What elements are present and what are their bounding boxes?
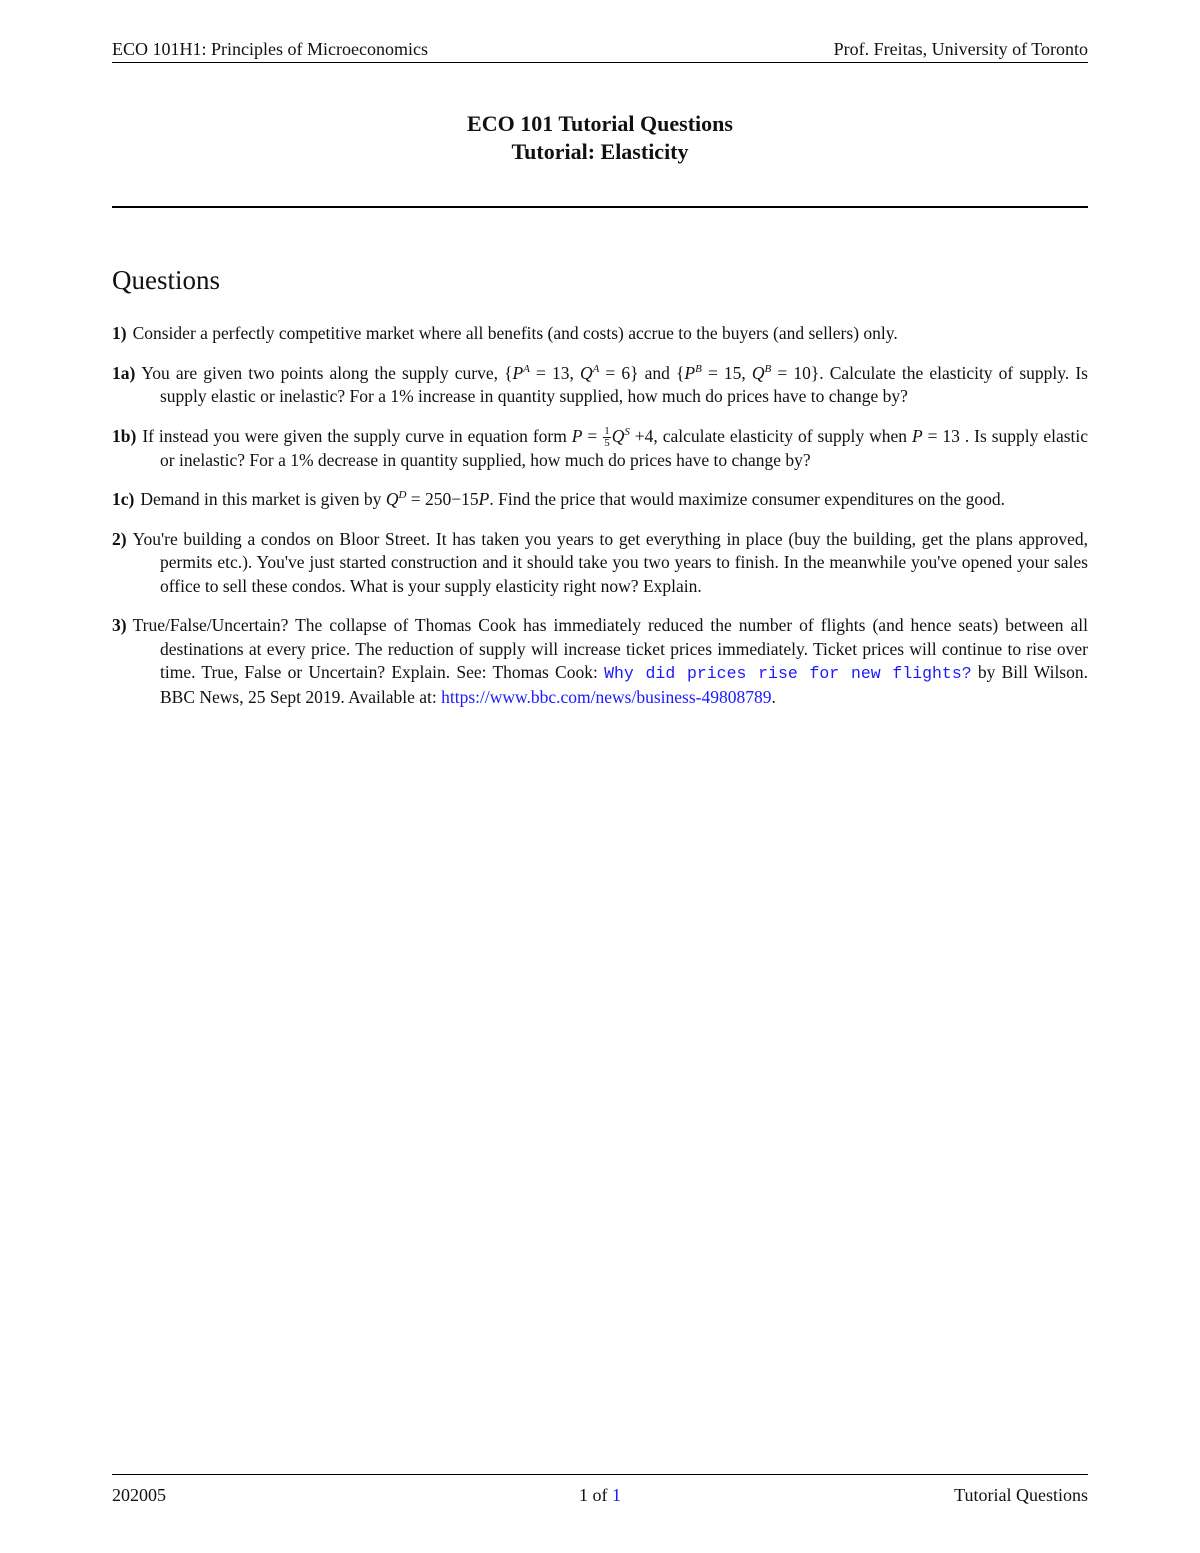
- math-symbol: Q: [611, 425, 625, 446]
- question-text-part: . Find the price that would maximize consumer expenditures on the good.: [489, 489, 1006, 510]
- question-text-part: True/False/Uncertain? The collapse of Thomas Cook has immediately reduced the number of flights (and hence seats) between all destinations at every price. The reduction of supply will increase ticket prices immediately. Ticket prices will continue to rise over time. True, False or Uncertain? Explain. See: Thomas Cook:: [132, 615, 1088, 683]
- running-footer: [112, 1484, 1088, 1506]
- footer-rule: [112, 1474, 1088, 1475]
- footer-date: 202005: [112, 1485, 166, 1505]
- question-text-part: = 6} and {: [599, 362, 685, 383]
- fraction-denominator: 5: [604, 436, 610, 449]
- header-rule: [112, 62, 1088, 63]
- question-1b: [112, 425, 1088, 473]
- article-link[interactable]: Why did prices rise for new flights?: [604, 664, 972, 684]
- header-course: ECO 101H1: Principles of Microeconomics: [112, 39, 428, 59]
- question-text-part: = 15,: [701, 362, 752, 383]
- document-title: ECO 101 Tutorial Questions: [467, 111, 733, 136]
- question-number: 1c): [112, 489, 135, 510]
- page-total-link[interactable]: 1: [612, 1485, 621, 1505]
- question-number: 2): [112, 528, 127, 549]
- article-url-link[interactable]: https://www.bbc.com/news/business-49808789: [441, 686, 772, 707]
- question-number: 3): [112, 615, 127, 636]
- math-symbol: P: [684, 362, 696, 383]
- question-text: You're building a condos on Bloor Street. It has taken you years to get everything in place (buy the building, get the plans approved, permits etc.). You've just started construction and it should take you two years to finish. In the meanwhile you've opened your sales office to sell these condos. What is your supply elasticity right now? Explain.: [132, 528, 1088, 596]
- fraction-numerator: 1: [604, 424, 610, 437]
- question-2: [112, 528, 1088, 599]
- header-instructor: Prof. Freitas, University of Toronto: [833, 39, 1088, 59]
- math-superscript: S: [624, 425, 630, 438]
- math-symbol: P: [911, 425, 923, 446]
- question-text-part: = 250−15: [406, 489, 479, 510]
- document-subtitle: Tutorial: Elasticity: [511, 139, 689, 164]
- title-block: [112, 110, 1088, 166]
- title-rule: [112, 206, 1088, 208]
- question-text-part: = 13,: [529, 362, 580, 383]
- math-superscript: A: [523, 362, 530, 375]
- math-symbol: Q: [579, 362, 593, 383]
- math-symbol: P: [512, 362, 524, 383]
- math-symbol: P: [571, 425, 583, 446]
- question-number: 1a): [112, 362, 136, 383]
- question-list: [112, 322, 1088, 725]
- question-text-part: = 13 . Is supply elastic or inelastic? For a 1% decrease in quantity supplied, how much do prices have to change by?: [160, 425, 1089, 470]
- question-1a: [112, 362, 1088, 409]
- question-text-part: +4, calculate elasticity of supply when: [629, 425, 912, 446]
- question-number: 1b): [112, 425, 137, 446]
- question-3: [112, 614, 1088, 709]
- math-symbol: Q: [751, 362, 765, 383]
- question-text-part: You are given two points along the supply curve, {: [141, 362, 513, 383]
- section-heading: Questions: [112, 265, 220, 295]
- running-header: [112, 38, 1088, 60]
- question-text: Consider a perfectly competitive market where all benefits (and costs) accrue to the buyers (and sellers) only.: [132, 323, 898, 343]
- page-number: [579, 1484, 621, 1506]
- question-text-part: = 10}. Calculate the elasticity of supply. Is supply elastic or inelastic? For a 1% increase in quantity supplied, how much do prices have to change by?: [160, 362, 1088, 406]
- math-superscript: D: [398, 489, 407, 502]
- footer-label: Tutorial Questions: [954, 1485, 1088, 1505]
- question-text-part: by Bill Wilson. BBC News, 25 Sept 2019. Available at:: [160, 662, 1088, 707]
- math-symbol: P: [478, 489, 490, 510]
- question-text-part: If instead you were given the supply curve in equation form: [142, 425, 572, 446]
- question-1c: [112, 488, 1088, 512]
- question-text-part: .: [771, 686, 776, 707]
- math-superscript: B: [764, 362, 772, 375]
- math-superscript: A: [592, 362, 600, 375]
- question-1: [112, 322, 1088, 346]
- math-operator: =: [582, 425, 603, 446]
- math-symbol: Q: [385, 489, 399, 510]
- page-number-prefix: 1 of: [579, 1485, 612, 1505]
- question-number: 1): [112, 323, 127, 343]
- question-text-part: Demand in this market is given by: [140, 489, 386, 510]
- math-superscript: B: [695, 362, 702, 375]
- math-fraction: [603, 426, 611, 449]
